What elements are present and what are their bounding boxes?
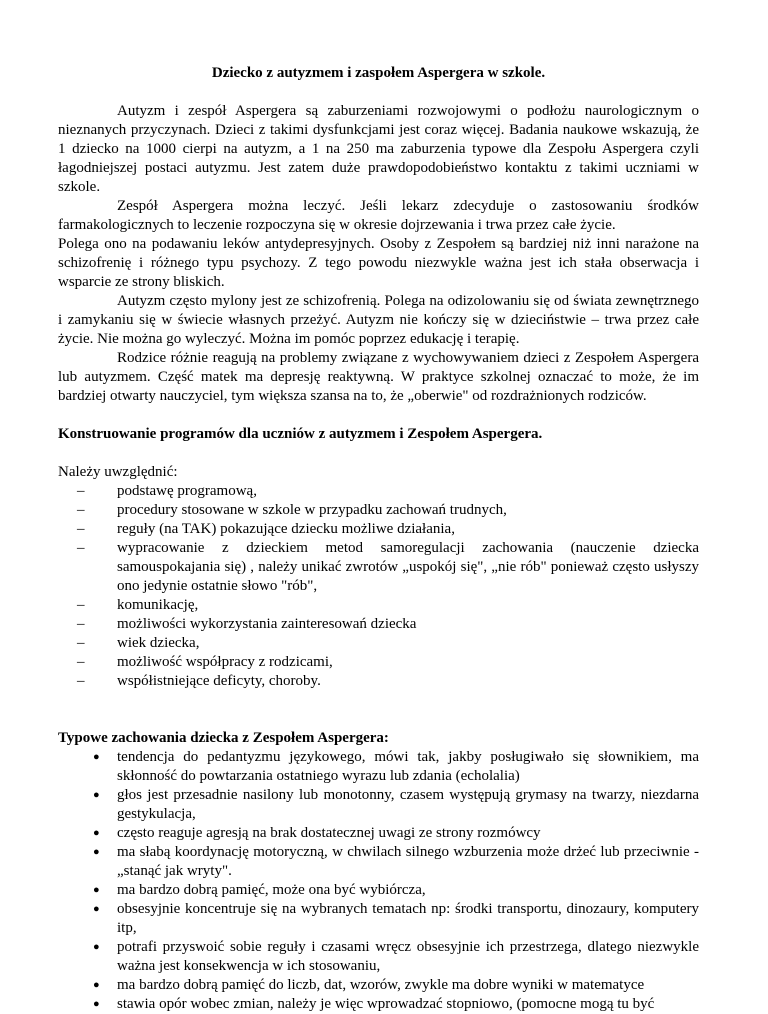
dash-marker: –: [77, 673, 85, 689]
list-item: – możliwości wykorzystania zainteresowań dziecka: [77, 616, 417, 632]
list-item: ● często reaguje agresją na brak dostatecznej uwagi ze strony rozmówcy: [93, 825, 541, 841]
dash-marker: –: [77, 654, 85, 670]
bullet-marker: ●: [93, 827, 100, 839]
list-item: ● głos jest przesadnie nasilony lub monotonny, czasem występują grymasy na twarzy, niezdarna gestykulacja,: [93, 787, 699, 822]
list-item: – współistniejące deficyty, choroby.: [77, 673, 321, 689]
dash-marker: –: [77, 483, 85, 499]
paragraph-parents: Rodzice różnie reagują na problemy związane z wychowywaniem dzieci z Zespołem Aspergera lub autyzmem. Część matek ma depresję reaktywną. W praktyce szkolnej oznaczać to może, że im bardziej otwarty nauczyciel, tym większa szansa na to, że „oberwie" od rozdrażnionych rodziców.: [58, 350, 699, 404]
dash-marker: –: [77, 521, 85, 537]
paragraph-intro: Autyzm i zespół Aspergera są zaburzeniami rozwojowymi o podłożu naurologicznym o nieznanych przyczynach. Dzieci z takimi dysfunkcjami jest coraz więcej. Badania naukowe wskazują, że 1 dziecko na 1000 cierpi na autyzm, a 1 na 250 ma zaburzenia typowe dla Zespołu Aspergera czyli łagodniejszej postaci autyzmu. Jest zatem duże prawdopodobieństwo kontaktu z takimi uczniami w szkole.: [58, 103, 699, 195]
list-item: ● potrafi przyswoić sobie reguły i czasami wręcz obsesyjnie ich przestrzega, dlatego niezwykle ważna jest konsekwencja w ich stosowaniu,: [93, 939, 699, 974]
paragraph-treatment: Zespół Aspergera można leczyć. Jeśli lekarz zdecyduje o zastosowaniu środków farmakologicznych to leczenie rozpoczyna się w okresie dojrzewania i trwa przez całe życie.: [58, 198, 699, 233]
bullet-marker: ●: [93, 979, 100, 991]
list-item: – podstawę programową,: [77, 483, 257, 499]
section-intro: Należy uwzględnić:: [58, 464, 178, 480]
list-item: – komunikację,: [77, 597, 199, 613]
dash-marker: –: [77, 616, 85, 632]
list-item: – wiek dziecka,: [77, 635, 200, 651]
dash-marker: –: [77, 635, 85, 651]
dash-marker: –: [77, 597, 85, 613]
dash-marker: –: [77, 540, 85, 556]
bullet-marker: ●: [93, 941, 100, 953]
list-item: – wypracowanie z dzieckiem metod samoregulacji zachowania (nauczenie dziecka samouspokajania się) , należy unikać zwrotów „uspokój się", „nie rób" ponieważ często usłyszy ono jedynie ostatnie słowo "rób",: [77, 540, 699, 594]
bullet-marker: ●: [93, 789, 100, 801]
list-item: ● ma słabą koordynację motoryczną, w chwilach silnego wzburzenia może drżeć lub przeciwnie - „stanąć jak wryty".: [93, 844, 699, 879]
dash-marker: –: [77, 502, 85, 518]
bullet-marker: ●: [93, 846, 100, 858]
section-heading-programs: Konstruowanie programów dla uczniów z autyzmem i Zespołem Aspergera.: [58, 426, 543, 442]
document-page: [58, 64, 699, 1014]
list-item: – procedury stosowane w szkole w przypadku zachowań trudnych,: [77, 502, 507, 518]
bullet-marker: ●: [93, 884, 100, 896]
document-title: Dziecko z autyzmem i zaspołem Aspergera w szkole.: [211, 65, 546, 81]
bullet-marker: ●: [93, 903, 100, 915]
bullet-marker: ●: [93, 751, 100, 763]
paragraph-medication: Polega ono na podawaniu leków antydepresyjnych. Osoby z Zespołem są bardziej niż inni narażone na schizofrenię i różnego typu psychozy. Z tego powodu niezwykle ważna jest ich stała obserwacja i wsparcie ze strony bliskich.: [58, 236, 699, 290]
list-item: – reguły (na TAK) pokazujące dziecku możliwe działania,: [77, 521, 455, 537]
behaviors-list: [58, 748, 699, 1014]
list-item: – możliwość współpracy z rodzicami,: [77, 654, 333, 670]
section-heading-behaviors: Typowe zachowania dziecka z Zespołem Aspergera:: [58, 730, 389, 746]
considerations-list: [58, 482, 699, 691]
paragraph-autism: Autyzm często mylony jest ze schizofrenią. Polega na odizolowaniu się od świata zewnętrznego i zamykaniu się w świecie własnych przeżyć. Autyzm nie kończy się w dzieciństwie – trwa przez całe życie. Nie można go wyleczyć. Można im pomóc poprzez edukację i terapię.: [58, 293, 699, 347]
list-item: ● ma bardzo dobrą pamięć do liczb, dat, wzorów, zwykle ma dobre wyniki w matematyce: [93, 977, 645, 993]
list-item: ● obsesyjnie koncentruje się na wybranych tematach np: środki transportu, dinozaury, komputery itp,: [93, 901, 699, 936]
list-item: ● ma bardzo dobrą pamięć, może ona być wybiórcza,: [93, 882, 426, 898]
bullet-marker: ●: [93, 998, 100, 1010]
list-item: ● tendencja do pedantyzmu językowego, mówi tak, jakby posługiwało się słownikiem, ma skłonność do powtarzania ostatniego wyrazu lub zdania (echolalia): [93, 749, 699, 784]
list-item: ● stawia opór wobec zmian, należy je więc wprowadzać stopniowo, (pomocne mogą tu być: [93, 996, 655, 1012]
